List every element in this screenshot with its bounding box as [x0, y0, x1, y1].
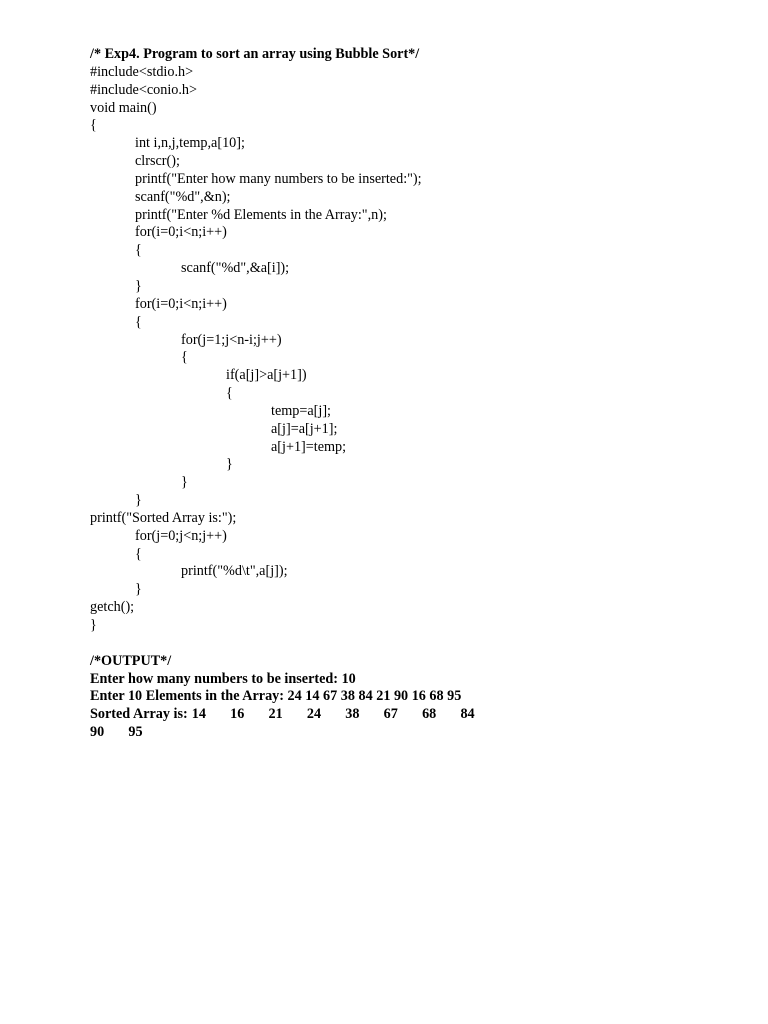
code-line: } [135, 581, 142, 598]
output-line-elements: Enter 10 Elements in the Array: 24 14 67 38 84 21 90 16 68 95 [90, 688, 462, 705]
code-line: int i,n,j,temp,a[10]; [135, 135, 245, 152]
document-body [90, 46, 730, 742]
output-line-count: Enter how many numbers to be inserted: 10 [90, 670, 356, 687]
code-line: { [181, 349, 188, 366]
code-line: printf("Sorted Array is:"); [90, 509, 237, 526]
code-line: temp=a[j]; [271, 402, 331, 419]
code-line: printf("Enter how many numbers to be inserted:"); [135, 170, 422, 187]
sorted-value: 16 [230, 706, 245, 723]
sorted-value: 95 [128, 724, 143, 741]
output-line-sorted-wrap [90, 724, 730, 742]
code-line: { [226, 385, 233, 402]
code-line: scanf("%d",&a[i]); [181, 260, 290, 277]
sorted-value: 67 [383, 706, 398, 723]
output-line-sorted [90, 706, 730, 724]
code-line: #include<conio.h> [90, 81, 198, 98]
sorted-value: 14 [191, 706, 206, 723]
sorted-value: 84 [460, 706, 475, 723]
sorted-value: 38 [345, 706, 360, 723]
code-line: a[j]=a[j+1]; [271, 420, 338, 437]
sorted-value: 90 [90, 724, 105, 741]
code-line: printf("%d\t",a[j]); [181, 563, 288, 580]
code-line: { [135, 313, 142, 330]
code-line: } [181, 474, 188, 491]
output-heading: /*OUTPUT*/ [90, 652, 172, 669]
code-line: } [135, 492, 142, 509]
sorted-value: 68 [422, 706, 437, 723]
code-line: void main() [90, 99, 157, 116]
code-line: scanf("%d",&n); [135, 188, 231, 205]
code-line: printf("Enter %d Elements in the Array:",n); [135, 206, 387, 223]
program-title: /* Exp4. Program to sort an array using Bubble Sort*/ [90, 46, 420, 62]
sorted-value: 24 [306, 706, 322, 723]
code-line: for(j=0;j<n;j++) [135, 527, 227, 544]
code-line: { [90, 117, 97, 134]
sorted-value: 21 [268, 706, 283, 723]
blank-line [90, 635, 730, 653]
code-line: } [90, 617, 97, 633]
code-line: for(j=1;j<n-i;j++) [181, 331, 282, 348]
code-line: for(i=0;i<n;i++) [135, 295, 227, 312]
code-line: for(i=0;i<n;i++) [135, 224, 227, 241]
code-line: } [135, 277, 142, 294]
code-line: clrscr(); [135, 153, 180, 170]
code-line: a[j+1]=temp; [271, 438, 347, 455]
sorted-label: Sorted Array is: [90, 706, 188, 723]
code-line: { [135, 242, 142, 259]
code-block [90, 64, 730, 635]
code-line: getch(); [90, 599, 135, 616]
code-line: if(a[j]>a[j+1]) [226, 367, 307, 384]
code-line: } [226, 456, 233, 473]
code-line: { [135, 545, 142, 562]
code-line: #include<stdio.h> [90, 63, 194, 80]
